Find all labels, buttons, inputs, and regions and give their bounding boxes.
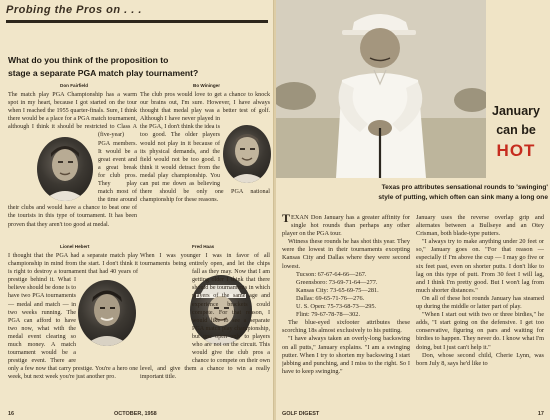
body-paragraph: The blue-eyed sixfooter attributes these scorching 18s almost exclusively to his putting. [282,319,410,335]
golfer-photo-icon [276,0,486,178]
feature-deck [312,183,548,203]
answer-text: I thought that the PGA had a separate match play championship in mind from the start. I don't think it is right to destroy a tournament that had 40 years of prestige behind it. What I believe should be done is to have two PGA tournaments — medal and match — in two weeks running. The PGA can afford to have two now, what with the medal event clearing so much money. A match tournament would be a prestige event. There are only a few now that carry prestige. You're a hero one week, but next week you're just another pro. [8,253,138,381]
body-paragraph: "I have always taken an overly-long backswing on all putts," January explains. "I am a swinging putter. When I try to shorten my backswing I start jabbing and punching, and I miss to the right. So I have to keep swinging." [282,335,410,375]
answer-text: The club pros would love to get a chance to knock our brains out, I'm sure. However, I have always thought that medal play was a better test of golf. Although I have never played in the PGA, I don't think the idea is too good. The older players would not play in it because of its physical demands, and the field would not be too good. I think it would detract from the medal play championship. You can put me down as believing there should be only one PGA national championship for these reasons. [140,92,270,204]
answer-name: Fred Haas [192,244,215,249]
answer-text: When I was younger I was in favor of all tournaments being entirely open, and let the chips fall as they may. Now that I am getting older I think that there should be tournaments in which players of the same age and experience brackets could compete. For that reason, I would like to see a separate PGA match play championship, but one open only to players who are not on the circuit. This would give the club pros a chance to compete on their own level, and give them a chance to win a really important title. [140,253,270,381]
body-paragraph: "When I start out with two or three birdies," he adds, "I start going on the defensive. I get too conservative, figuring on pars and waiting for birdies to happen. They never do. I know what I'm doing, but I just can't help it." [416,311,544,351]
answer-text: The match play PGA Championship has a warm spot in my heart, because I got started on the tour when I reached the 1955 quarter-finals. Sure, I think there would be a place for a PGA match tournament, although I think it should be restricted to Class A (five-year) PGA members. It would be a great event and a great break for club pros. They play match most of the time around their clubs and would have a chance to beat one of the tourists in this type of tournament. It has been proven that they aren't too good at medal. [8,92,137,228]
answer-name: Don Fairfield [60,83,89,88]
hero-photo-don-january [276,0,486,178]
intro-paragraph: TEXAN Don January has a greater affinity for single hot rounds than perhaps any other player on the PGA tour. [282,214,410,238]
score-line: Dallas: 69-65-71-76—276. [296,294,365,302]
body-paragraph: On all of these hot rounds January has steamed up during the middle or latter part of play. [416,294,544,311]
headline-line-3: HOT [496,141,536,160]
question-line-2: stage a separate PGA match play tournament? [8,68,199,78]
left-page [0,0,274,420]
feature-headline [482,104,550,161]
answer-name: Bo Wininger [193,83,221,88]
score-line: Kansas City: 73-65-69-75—281. [296,286,379,294]
answer-text-haas [140,252,270,412]
left-page-number: 16 [8,411,15,417]
right-page [276,0,550,420]
magazine-name: GOLF DIGEST [282,411,320,417]
article-column-1 [282,214,410,410]
body-paragraph: "I always try to make anything under 20 feet or so," January goes on. "For that reason — especially if I'm above the cup — I may go five or six feet past, even on shorter putts. I don't like to lag on this type of putt. From 30 feet I will lag, and I think I'm pretty good. But I won't lag from much shorter distances." [416,238,544,294]
headline-line-1: January [492,104,540,118]
question-line-1: What do you think of the proposition to [8,55,169,65]
score-line: Tucson: 67-67-64-66—267. [296,270,367,278]
deck-line-1: Texas pro attributes sensational rounds to 'swinging' [381,184,548,191]
body-paragraph: Don, whose second child, Cherie Lynn, was born July 8, says he'd like to [416,351,544,367]
score-line: U. S. Open: 75-73-68-73—295. [296,303,377,311]
kicker-rule [6,20,268,23]
body-paragraph: January uses the reverse overlap grip and alternates between a Bullseye and an Otey Crisman, both blade-type putters. [416,214,544,238]
scores-list [296,271,410,320]
deck-line-2: style of putting, which often can sink many a long one [378,194,548,201]
question-heading [8,54,270,80]
headline-line-2: can be [496,123,536,137]
answer-text-hebert [8,252,138,412]
article-column-2 [416,214,544,410]
drop-cap: T [282,214,291,225]
score-line: Greensboro: 73-69-71-64—277. [296,278,378,286]
answer-name: Lionel Hebert [60,244,90,249]
column-kicker: Probing the Pros on . . . [6,4,142,16]
body-paragraph: Witness these rounds he has shot this year. They were the lowest in their tournaments excepting Kansas City and Dallas where they were second lowest. [282,238,410,270]
right-page-number: 17 [537,411,544,417]
issue-date: OCTOBER, 1958 [114,411,157,417]
score-line: Flint: 79-67-78-78—302. [296,311,361,319]
